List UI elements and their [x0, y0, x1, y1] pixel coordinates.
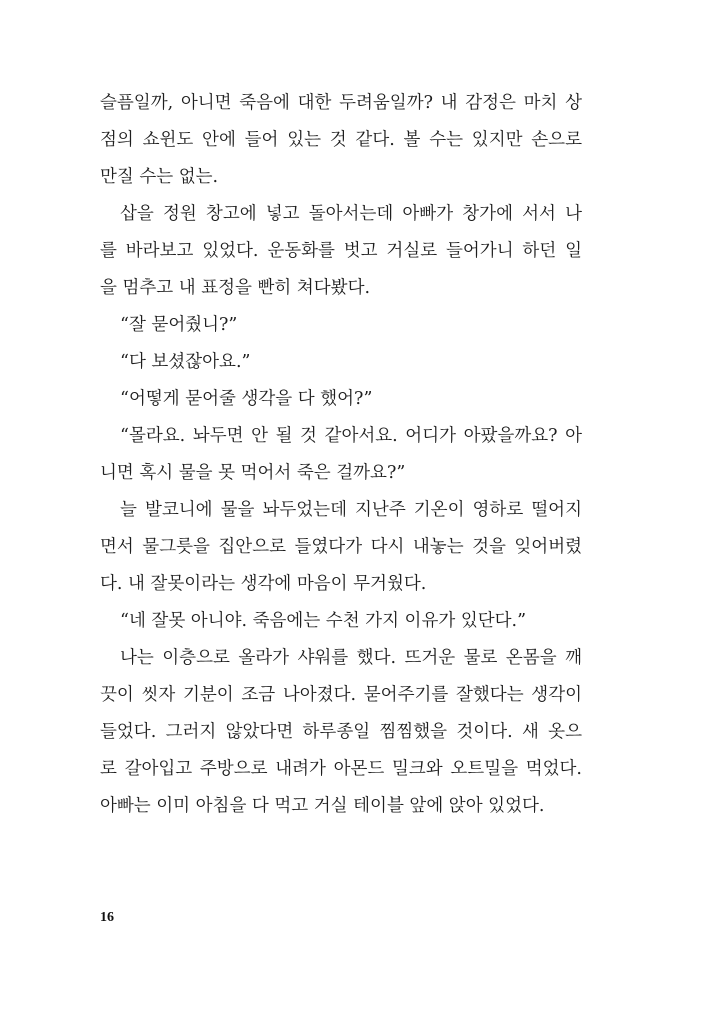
text-line: 을 멈추고 내 표정을 빤히 쳐다봤다. [100, 278, 371, 298]
text-line: 를 바라보고 있었다. 운동화를 벗고 거실로 들어가니 하던 일 [100, 241, 582, 261]
text-line: 끗이 씻자 기분이 조금 나아졌다. 묻어주기를 잘했다는 생각이 [100, 685, 582, 705]
text-line: 아빠는 이미 아침을 다 먹고 거실 테이블 앞에 앉아 있었다. [100, 796, 545, 816]
text-line: “몰라요. 놔두면 안 될 것 같아서요. 어디가 아팠을까요? 아 [120, 426, 582, 446]
text-line: 점의 쇼윈도 안에 들어 있는 것 같다. 볼 수는 있지만 손으로 [100, 130, 582, 150]
text-line: 만질 수는 없는. [100, 167, 219, 187]
text-line: “다 보셨잖아요.” [120, 352, 251, 372]
page-number: 16 [100, 910, 114, 925]
body-text [100, 88, 582, 828]
text-line: “잘 묻어줬니?” [120, 315, 238, 335]
text-line: 다. 내 잘못이라는 생각에 마음이 무거웠다. [100, 574, 427, 594]
text-line: “어떻게 묻어줄 생각을 다 했어?” [120, 389, 373, 409]
text-line: 들었다. 그러지 않았다면 하루종일 찜찜했을 것이다. 새 옷으 [100, 722, 582, 742]
text-line: 삽을 정원 창고에 넣고 돌아서는데 아빠가 창가에 서서 나 [120, 204, 582, 224]
text-line: 면서 물그릇을 집안으로 들였다가 다시 내놓는 것을 잊어버렸 [100, 537, 582, 557]
text-line: 늘 발코니에 물을 놔두었는데 지난주 기온이 영하로 떨어지 [120, 500, 582, 520]
text-line: 로 갈아입고 주방으로 내려가 아몬드 밀크와 오트밀을 먹었다. [100, 759, 582, 779]
text-line: 나는 이층으로 올라가 샤워를 했다. 뜨거운 물로 온몸을 깨 [120, 648, 582, 668]
text-line: “네 잘못 아니야. 죽음에는 수천 가지 이유가 있단다.” [120, 611, 527, 631]
text-line: 니면 혹시 물을 못 먹어서 죽은 걸까요?” [100, 463, 406, 483]
text-line: 슬픔일까, 아니면 죽음에 대한 두려움일까? 내 감정은 마치 상 [100, 93, 582, 113]
